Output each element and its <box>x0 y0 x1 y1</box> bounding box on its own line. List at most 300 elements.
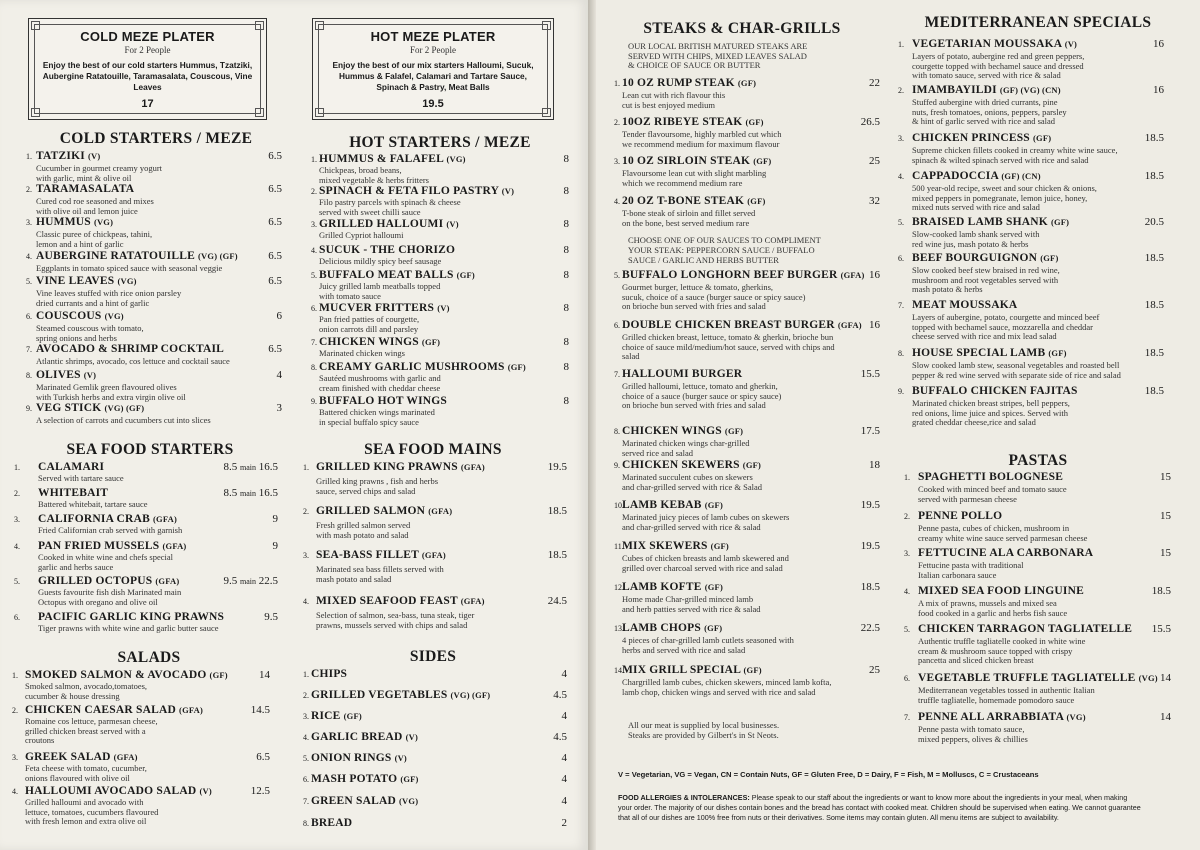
item-name-text: LAMB KOFTE <box>622 581 702 593</box>
item-number: 4. <box>12 787 18 796</box>
price-value: 6.5 <box>268 183 282 195</box>
item-name <box>622 269 865 281</box>
item-description: on brioche bun served with fries and salad <box>622 400 766 411</box>
price-value: 8.5 <box>223 461 238 473</box>
price-value: 15 <box>1160 471 1171 483</box>
price-value: 8 <box>563 244 569 256</box>
item-name-text: CREAMY GARLIC MUSHROOMS <box>319 361 505 373</box>
item-name <box>38 487 108 499</box>
item-description: served with parmesan cheese <box>918 493 1017 504</box>
item-name-text: VEGETABLE TRUFFLE TAGLIATELLE <box>918 672 1136 684</box>
item-description: Grilled king prawns , fish and herbs <box>316 476 439 486</box>
item-price <box>553 731 567 743</box>
item-name-text: MIX GRILL SPECIAL <box>622 664 741 676</box>
main-label: main <box>240 489 256 498</box>
price-value: 14.5 <box>250 704 270 716</box>
item-name <box>36 369 96 381</box>
item-name <box>36 275 137 287</box>
item-name-text: TATZIKI <box>36 150 85 162</box>
item-description: A selection of carrots and cucumbers cut into slices <box>36 415 211 425</box>
item-name-text: LAMB CHOPS <box>622 622 701 634</box>
item-number: 6. <box>898 254 904 263</box>
item-description: mixed peppers in pomegranate, lemon juice, honey, <box>912 192 1088 203</box>
item-name-text: MEAT MOUSSAKA <box>912 299 1018 311</box>
item-price <box>224 575 279 587</box>
item-description: prawns, mussels served with chips and salad <box>316 619 468 630</box>
item-number: 3. <box>303 712 309 721</box>
dietary-tag: (VG) <box>117 276 137 286</box>
main-price: 22.5 <box>258 575 278 587</box>
item-price <box>251 704 270 716</box>
dietary-tag: (V) <box>446 219 459 229</box>
price-value: 9 <box>272 540 278 552</box>
item-description: Grilled halloumi, lettuce, tomato and gherkin, <box>622 381 778 391</box>
price-value: 14 <box>259 669 270 681</box>
platter-corner-ornament <box>31 21 40 30</box>
item-price <box>1153 38 1164 50</box>
item-name <box>918 711 1086 723</box>
item-description: with tomato sauce, served with rice & salad <box>912 70 1061 81</box>
section-title: MEDITERRANEAN SPECIALS <box>924 14 1152 31</box>
price-value: 4 <box>561 668 567 680</box>
item-description: T-bone steak of sirloin and fillet served <box>622 208 756 218</box>
item-name <box>311 773 419 785</box>
item-number: 3. <box>904 549 910 558</box>
item-description: Delicious mildly spicy beef sausage <box>319 256 442 266</box>
sauce-note-line: YOUR STEAK: PEPPERCORN SAUCE / BUFFALO <box>628 245 815 255</box>
item-price <box>869 269 880 281</box>
dietary-tag: (V) <box>199 786 212 796</box>
item-number: 2. <box>303 507 309 516</box>
price-value: 6 <box>276 310 282 322</box>
item-price <box>564 395 570 407</box>
dietary-tag: (GF) <box>743 665 762 675</box>
main-label: main <box>240 463 256 472</box>
item-description: spinach & wilted spinach served with rice and salad <box>912 154 1089 165</box>
item-price <box>564 269 570 281</box>
item-number: 3. <box>303 551 309 560</box>
item-number: 1. <box>26 152 32 161</box>
item-price <box>1145 347 1164 359</box>
item-number: 3. <box>614 157 620 166</box>
price-value: 8.5 <box>223 487 238 499</box>
item-price <box>268 216 282 228</box>
item-name <box>38 611 224 623</box>
item-number: 8. <box>311 363 317 372</box>
item-price <box>251 785 270 797</box>
price-value: 9.5 <box>264 611 278 623</box>
item-price <box>869 459 880 471</box>
item-description: cream & mushroom sauce topped with crispy <box>918 645 1073 656</box>
item-description: cucumber & house dressing <box>25 690 120 701</box>
item-description: Classic puree of chickpeas, tahini, <box>36 229 153 239</box>
price-value: 8 <box>563 336 569 348</box>
item-description: grated cheddar cheese,rice and salad <box>912 417 1036 428</box>
item-description: 500 year-old recipe, sweet and sour chicken & onions, <box>912 183 1097 193</box>
dietary-tag: (GF) <box>507 362 526 372</box>
item-number: 2. <box>14 489 20 498</box>
section-title: COLD STARTERS / MEZE <box>59 130 253 147</box>
price-value: 14 <box>1160 711 1171 723</box>
item-description: with tomato sauce <box>319 290 381 301</box>
price-value: 8 <box>563 269 569 281</box>
item-name-text: CHICKEN WINGS <box>622 425 722 437</box>
item-description: sauce, served chips and salad <box>316 485 416 496</box>
platter-subtitle: For 2 People <box>124 45 171 55</box>
item-description: Fettucine pasta with traditional <box>918 560 1024 570</box>
item-number: 6. <box>904 674 910 683</box>
item-description: Marinated Gemlik green flavoured olives <box>36 382 177 392</box>
item-price <box>564 336 570 348</box>
price-value: 18 <box>869 459 880 471</box>
item-name-text: BRAISED LAMB SHANK <box>912 216 1048 228</box>
item-price <box>869 319 880 331</box>
item-number: 6. <box>311 304 317 313</box>
item-price <box>564 244 570 256</box>
item-number: 3. <box>898 134 904 143</box>
steaks-intro-line: SERVED WITH CHIPS, MIXED LEAVES SALAD <box>628 50 807 61</box>
item-name <box>912 84 1061 96</box>
price-value: 4 <box>561 795 567 807</box>
item-name <box>918 547 1093 559</box>
item-name-text: BUFFALO MEAT BALLS <box>319 269 454 281</box>
price-value: 16 <box>869 269 880 281</box>
item-description: Sautéed mushrooms with garlic and <box>319 373 441 383</box>
platter-title: COLD MEZE PLATER <box>80 29 215 44</box>
item-name-text: CAPPADOCCIA <box>912 170 999 182</box>
item-description: creamy white wine sauce served parmesan cheese <box>918 532 1088 543</box>
item-name-text: AUBERGINE RATATOUILLE <box>36 250 195 262</box>
item-number: 1. <box>14 463 20 472</box>
item-price <box>259 669 270 681</box>
item-price <box>553 689 567 701</box>
item-description: Penne pasta, cubes of chicken, mushroom in <box>918 523 1070 533</box>
item-number: 6. <box>303 775 309 784</box>
item-number: 4. <box>14 542 20 551</box>
item-price <box>869 155 880 167</box>
item-number: 2. <box>898 86 904 95</box>
platter-corner-ornament <box>315 21 324 30</box>
item-price <box>1145 216 1164 228</box>
item-number: 4. <box>311 246 317 255</box>
dietary-tag: (GFA) <box>179 705 204 715</box>
item-name-text: HUMMUS <box>36 216 91 228</box>
item-description: on brioche bun served with fries and salad <box>622 301 766 312</box>
item-description: grilled chicken breast served with a <box>25 725 146 736</box>
price-value: 6.5 <box>268 275 282 287</box>
item-name <box>36 150 100 162</box>
item-number: 7. <box>904 713 910 722</box>
price-value: 15 <box>1160 547 1171 559</box>
item-name-text: 10OZ RIBEYE STEAK <box>622 116 743 128</box>
platter-title: HOT MEZE PLATER <box>370 29 496 44</box>
item-description: mixed vegetable & herbs fritters <box>319 174 429 185</box>
sauce-note-line: SAUCE / GARLIC AND HERBS BUTTER <box>628 255 779 265</box>
item-description: choice of sauce mild/medium/hot sauce, served with chips and <box>622 341 835 352</box>
price-value: 18.5 <box>547 505 567 517</box>
item-name-text: CALIFORNIA CRAB <box>38 513 150 525</box>
item-name-text: SEA-BASS FILLET <box>316 549 419 561</box>
item-number: 6. <box>14 613 20 622</box>
item-number: 3. <box>26 218 32 227</box>
item-description: Slow cooked beef stew braised in red wine, <box>912 265 1060 275</box>
dietary-tag: (VG) (GF) <box>104 403 145 413</box>
item-number: 1. <box>311 155 317 164</box>
dietary-tag: (V) <box>437 303 450 313</box>
dietary-tag: (VG) <box>93 217 114 227</box>
price-value: 6.5 <box>268 216 282 228</box>
item-number: 3. <box>311 220 317 229</box>
price-value: 22.5 <box>860 622 880 634</box>
item-description: Vine leaves stuffed with rice onion parsley <box>36 288 182 298</box>
item-name <box>912 216 1069 228</box>
item-name-text: MIXED SEAFOOD FEAST <box>316 595 458 607</box>
item-name <box>319 185 514 197</box>
dietary-tag: (GF) <box>1050 217 1070 227</box>
price-value: 6.5 <box>268 250 282 262</box>
item-name <box>311 795 418 807</box>
item-price <box>861 425 880 437</box>
platter-price: 19.5 <box>422 98 444 110</box>
item-description: garlic and herbs sauce <box>38 561 114 572</box>
item-name-text: BUFFALO LONGHORN BEEF BURGER <box>622 269 838 281</box>
item-number: 6. <box>614 321 620 330</box>
item-number: 9. <box>311 397 317 406</box>
dietary-tag: (GFA) <box>837 320 862 330</box>
item-name-text: RICE <box>311 710 341 722</box>
item-number: 1. <box>898 40 904 49</box>
item-price <box>224 487 279 499</box>
price-value: 19.5 <box>860 540 880 552</box>
item-name <box>622 540 729 552</box>
item-description: Flavoursome lean cut with slight marbling <box>622 168 767 178</box>
item-description: Pan fried patties of courgette, <box>319 314 420 324</box>
platter-inner-border <box>34 24 261 114</box>
item-name <box>918 585 1084 597</box>
item-name <box>622 581 723 593</box>
dietary-tag: (GF) (VG) (CN) <box>999 85 1061 95</box>
item-number: 5. <box>614 271 620 280</box>
section-title: PASTAS <box>1008 452 1068 469</box>
item-description: courgette topped with bechamel sauce and dressed <box>912 60 1084 71</box>
item-description: choice of a sauce (burger sauce or spicy sauce) <box>622 390 782 401</box>
item-name <box>311 752 407 764</box>
item-name <box>36 310 124 322</box>
item-name <box>622 425 743 437</box>
dietary-tag: (V) <box>501 186 515 196</box>
item-name-text: IMAMBAYILDI <box>912 84 997 96</box>
item-name <box>918 510 1002 522</box>
item-name <box>912 299 1017 311</box>
price-value: 4 <box>276 369 282 381</box>
price-value: 9.5 <box>223 575 238 587</box>
item-name-text: LAMB KEBAB <box>622 499 702 511</box>
item-price <box>1145 170 1164 182</box>
item-name-text: CHICKEN TARRAGON TAGLIATELLE <box>918 623 1133 635</box>
dietary-tag: (GFA) <box>428 506 453 516</box>
item-name-text: ONION RINGS <box>311 752 392 764</box>
item-name <box>25 751 138 763</box>
price-value: 15 <box>1160 510 1171 522</box>
item-price <box>273 540 279 552</box>
item-number: 7. <box>26 345 32 354</box>
item-name <box>918 623 1132 635</box>
item-number: 5. <box>311 271 317 280</box>
item-description: Chickpeas, broad beans, <box>319 165 402 175</box>
price-value: 18.5 <box>1144 347 1164 359</box>
item-name-text: DOUBLE CHICKEN BREAST BURGER <box>622 319 835 331</box>
section-title: HOT STARTERS / MEZE <box>349 134 531 151</box>
item-number: 2. <box>311 187 317 196</box>
item-description: Supreme chicken fillets cooked in creamy white wine sauce, <box>912 145 1118 155</box>
dietary-tag: (GFA) <box>162 541 187 551</box>
price-value: 4 <box>561 710 567 722</box>
item-name-text: TARAMASALATA <box>36 183 135 195</box>
item-name-text: HALLOUMI AVOCADO SALAD <box>25 785 197 797</box>
item-description: mash potato and salad <box>316 573 392 584</box>
item-description: Cooked with minced beef and tomato sauce <box>918 484 1067 494</box>
item-description: nuts, fresh tomatoes, onions, peppers, parsley <box>912 106 1067 117</box>
item-name <box>912 347 1067 359</box>
item-price <box>268 250 282 262</box>
price-value: 32 <box>869 195 880 207</box>
item-name <box>36 250 238 262</box>
item-description: Lean cut with rich flavour this <box>622 90 726 100</box>
item-name <box>622 116 764 128</box>
item-number: 5. <box>898 218 904 227</box>
item-description: mixed peppers, olives & chillies <box>918 733 1028 744</box>
item-description: Layers of potato, aubergine red and green peppers, <box>912 51 1085 61</box>
item-name-text: GRILLED SALMON <box>316 505 426 517</box>
price-value: 25 <box>869 664 880 676</box>
item-description: we recommend medium for maximum flavour <box>622 138 780 149</box>
price-value: 6.5 <box>268 150 282 162</box>
item-name-text: PENNE ALL ARRABBIATA <box>918 711 1064 723</box>
price-value: 12.5 <box>250 785 270 797</box>
item-description: served with sweet chilli sauce <box>319 206 421 217</box>
item-number: 4. <box>26 252 32 261</box>
item-name-text: OLIVES <box>36 369 81 381</box>
item-number: 1. <box>12 671 18 680</box>
item-name-text: BUFFALO HOT WINGS <box>319 395 448 407</box>
price-value: 16 <box>1153 38 1164 50</box>
item-description: Grilled chicken breast, lettuce, tomato & gherkin, brioche bun <box>622 332 834 342</box>
item-price <box>1160 672 1171 684</box>
item-description: Cooked in white wine and chefs special <box>38 552 174 562</box>
item-number: 5. <box>26 277 32 286</box>
item-price <box>869 664 880 676</box>
item-description: Tiger prawns with white wine and garlic butter sauce <box>38 623 219 633</box>
item-name <box>622 155 771 167</box>
item-description: red onions, lime juice and spices. Served with <box>912 407 1069 418</box>
price-value: 8 <box>563 153 569 165</box>
item-name <box>311 689 490 701</box>
item-price <box>268 275 282 287</box>
dietary-tag: (GF) <box>745 117 764 127</box>
item-description: Grilled halloumi and avocado with <box>25 797 144 807</box>
item-description: spring onions and herbs <box>36 332 117 343</box>
item-name <box>622 622 722 634</box>
item-name-text: VEG STICK <box>36 402 102 414</box>
item-name <box>912 132 1051 144</box>
price-value: 18.5 <box>1144 170 1164 182</box>
item-price <box>268 343 282 355</box>
item-name <box>316 549 446 561</box>
item-price <box>562 710 568 722</box>
allergy-text-1: Please speak to our staff about the ingredients or want to know more about the ingredients in your meal, when making <box>749 793 1128 802</box>
item-description: Slow-cooked lamb shank served with <box>912 229 1040 239</box>
item-description: lemon and a hint of garlic <box>36 238 124 249</box>
item-description: Marinated succulent cubes on skewers <box>622 472 753 482</box>
item-name <box>319 218 459 230</box>
section-sea-food-starters <box>10 441 290 633</box>
dietary-tag: (V) <box>405 732 419 742</box>
price-value: 18.5 <box>1144 132 1164 144</box>
dietary-tag: (V) <box>1064 39 1078 49</box>
item-price <box>273 513 279 525</box>
item-price <box>548 549 567 561</box>
dietary-tag: (GF) <box>704 623 723 633</box>
item-price <box>869 195 880 207</box>
section-title: SEA FOOD STARTERS <box>66 441 234 458</box>
dietary-tag: (VG) <box>1138 673 1158 683</box>
item-description: with Turkish herbs and extra virgin olive oil <box>36 391 186 402</box>
item-description: with garlic, mint & olive oil <box>36 172 132 183</box>
item-description: and char-grilled served with rice & salad <box>622 521 761 532</box>
item-description: in special buffalo spicy sauce <box>319 416 419 427</box>
price-value: 25 <box>869 155 880 167</box>
item-name <box>622 195 766 207</box>
item-number: 1. <box>614 79 620 88</box>
dietary-tag: (VG) <box>104 311 124 321</box>
item-name <box>36 343 224 355</box>
dietary-tag: (GFA) <box>153 514 178 524</box>
section-sides <box>295 648 571 829</box>
item-number: 1. <box>904 473 910 482</box>
dietary-tag: (GFA) <box>840 270 865 280</box>
item-name <box>912 385 1078 397</box>
item-name-text: FETTUCINE ALA CARBONARA <box>918 547 1094 559</box>
item-description: Marinated chicken breast stripes, bell peppers, <box>912 398 1070 408</box>
item-name-text: 20 OZ T-BONE STEAK <box>622 195 745 207</box>
item-description: with mash potato and salad <box>316 529 409 540</box>
item-name <box>38 461 104 473</box>
dietary-tag: (GF) <box>421 337 441 347</box>
item-description: Marinated chicken wings <box>319 348 405 358</box>
section-mediterranean-specials <box>892 14 1184 428</box>
price-value: 8 <box>563 395 569 407</box>
dietary-tag: (V) <box>394 753 407 763</box>
item-name-text: 10 OZ RUMP STEAK <box>622 77 735 89</box>
platter-inner-border <box>318 24 548 114</box>
item-description: which we recommend medium rare <box>622 177 743 188</box>
item-number: 7. <box>303 797 309 806</box>
item-name-text: CHICKEN WINGS <box>319 336 419 348</box>
section-cold-starters-meze <box>22 130 290 425</box>
item-description: cheese served with rice and mix lead salad <box>912 331 1057 342</box>
dietary-tag: (GF) <box>343 711 362 721</box>
item-price <box>548 595 567 607</box>
allergy-text-2: your order. The majority of our dishes contain bones and the bread has contact with cooked meat. Children should be supervised when eating. We cannot guarantee <box>618 803 1141 812</box>
item-number: 2. <box>614 118 620 127</box>
item-name-text: GRILLED HALLOUMI <box>319 218 444 230</box>
item-price <box>562 817 568 829</box>
item-description: and herb patties served with rice & salad <box>622 603 761 614</box>
item-number: 13. <box>614 624 624 633</box>
item-price <box>562 773 568 785</box>
item-name <box>38 513 177 525</box>
item-description: Smoked salmon, avocado,tomatoes, <box>25 681 148 691</box>
